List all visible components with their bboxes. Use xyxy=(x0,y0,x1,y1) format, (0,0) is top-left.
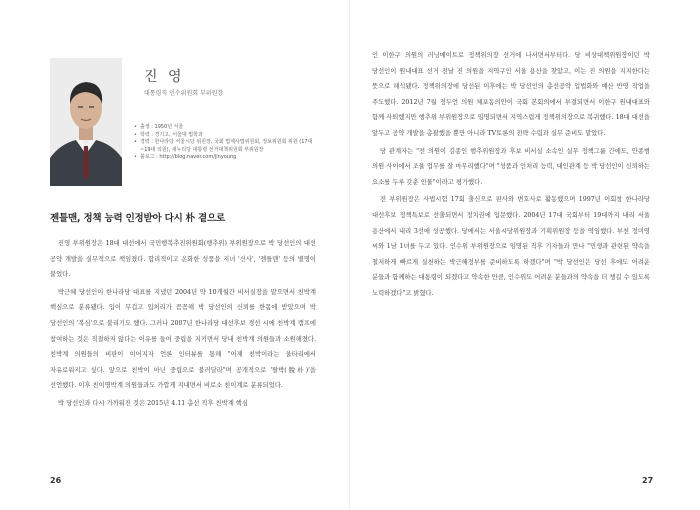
page-number-left: 26 xyxy=(50,476,62,485)
page-number-right: 27 xyxy=(642,476,654,485)
info-item-career: • 경력 : 한나라당 서울시당 위원장, 국회 법제사법위원회, 정보위원회 위원 (17대~19대 의원), 새누리당 대통령 선거대책위원회 부위원장 xyxy=(134,139,316,154)
profile-block xyxy=(50,58,314,208)
person-role: 대통령직 인수위원회 부위원장 xyxy=(144,90,224,97)
portrait-photo xyxy=(50,58,122,186)
paragraph: 인 이한구 의원의 러닝메이트로 정책위의장 선거에 나서면서부터다. 당 비상대책위원장이던 박 당선인이 원내대표 선거 전날 진 의원을 지역구인 서울 용산을 찾았고, 이는 진 의원을 지지한다는 뜻으로 해석됐다. 정책위의장에 당선된 이후에는 박 당선인의 총선공약 입법화와 예산 반영 작업을 주도했다. 2012년 7월 정두언 의원 체포동의안이 국회 본회의에서 부결되면서 이한구 원내대표와 함께 사퇴했지만 행추위 부위원장으로 임명되면서 지역스럽게 정책위의장으로 복귀했다. 18대 대선을 앞두고 공약 개발을 총괄했을 뿐만 아니라 TV토론의 전략 수립과 실무 준비도 맡았다. xyxy=(372,52,650,137)
info-item-birth: • 출생 : 1950년 서울 xyxy=(134,124,316,132)
info-item-education: • 학력 : 경기고, 서울대 법학과 xyxy=(134,132,316,140)
paragraph: 당 관계자는 "전 의원이 김종인 행추위원장과 후보 비서실 소속인 실무 정책그룹 간에도, 안종범 의원 사이에서 조율 업무를 잘 마무리했다"며 "성품과 인처리 능력, 대인관계 등 박 당선인이 신뢰하는 요소를 두루 갖춘 인물"이라고 평가했다. xyxy=(372,147,650,186)
section-headline: 젠틀맨, 정책 능력 인정받아 다시 朴 곁으로 xyxy=(50,213,225,224)
info-item-blog: • 블로그 : http://blog.naver.com/jinyoung xyxy=(134,154,316,162)
profile-info-list xyxy=(134,124,316,162)
right-page xyxy=(350,0,700,510)
paragraph: 박근혜 당선인이 한나라당 대표를 지냈던 2004년 약 10개월간 비서실장을 맡으면서 친박계 핵심으로 분류됐다. 입이 무겁고 입처리가 꼼꼼해 박 당선인의 신뢰를 한몸에 받았으며 박 당선인의 '복심'으로 불리기도 했다. 그러나 2007년 한나라당 대선후보 경선 시에 친박계 캠프에 참여하는 것은 적절하지 않다는 이유를 들어 중립을 지키면서 당내 친박계 의원들과 소원해졌다. 친박계 의원들의 비판이 이어지자 언론 인터뷰를 통해 "이제 친박이라는 울타리에서 자유로워지고 싶다. 앞으로 친박이 아닌 중립으로 불러달라"며 공개적으로 '탈박(脫朴)'을 선언했다. 이후 친이명박계 의원들과도 가깝게 지내면서 비로소 친이계로 분류되었다. xyxy=(50,288,316,390)
paragraph: 전 부위원장은 사법시험 17회 출신으로 판사와 변호사로 활동했으며 1997년 이회창 한나라당 대선후보 정책특보로 선출되면서 정치권에 입문했다. 2004년 17대 국회부터 19대까지 내리 서울 용산에서 내리 3선에 성공했다. 당에서는 서울시당위원장과 기획위원장 등을 역임했다. 부천 정미영 씨와 1남 1녀를 두고 있다. 인수위 부위원장으로 임명된 직후 기자들과 만나 "민생과 관련된 약속을 철저하게 빠르게 실천하는 박근혜정부를 준비하도록 하겠다"며 "박 당선인은 당선 후에도 어려운 분들과 함께하는 대통령이 되겠다고 약속한 만큼, 인수위도 어려운 분들과의 약속을 더 챙길 수 있도록 노력하겠다"고 밝혔다. xyxy=(372,196,650,297)
left-body-text xyxy=(50,236,316,414)
portrait-illustration xyxy=(50,58,122,186)
paragraph: 진영 부위원장은 18대 대선에서 국민행복추진위원회(행추위) 부위원장으로 박 당선인의 대선 공약 개발을 실무적으로 책임졌다. 합리적이고 온화한 성품을 지녀 '신사', '젠틀맨' 등의 별명이 붙었다. xyxy=(50,240,316,279)
person-name: 진 영 xyxy=(144,69,185,85)
paragraph: 박 당선인과 다시 가까워진 것은 2015년 4.11 총선 직후 친박계 핵심 xyxy=(58,399,248,407)
right-body-text xyxy=(372,48,650,304)
